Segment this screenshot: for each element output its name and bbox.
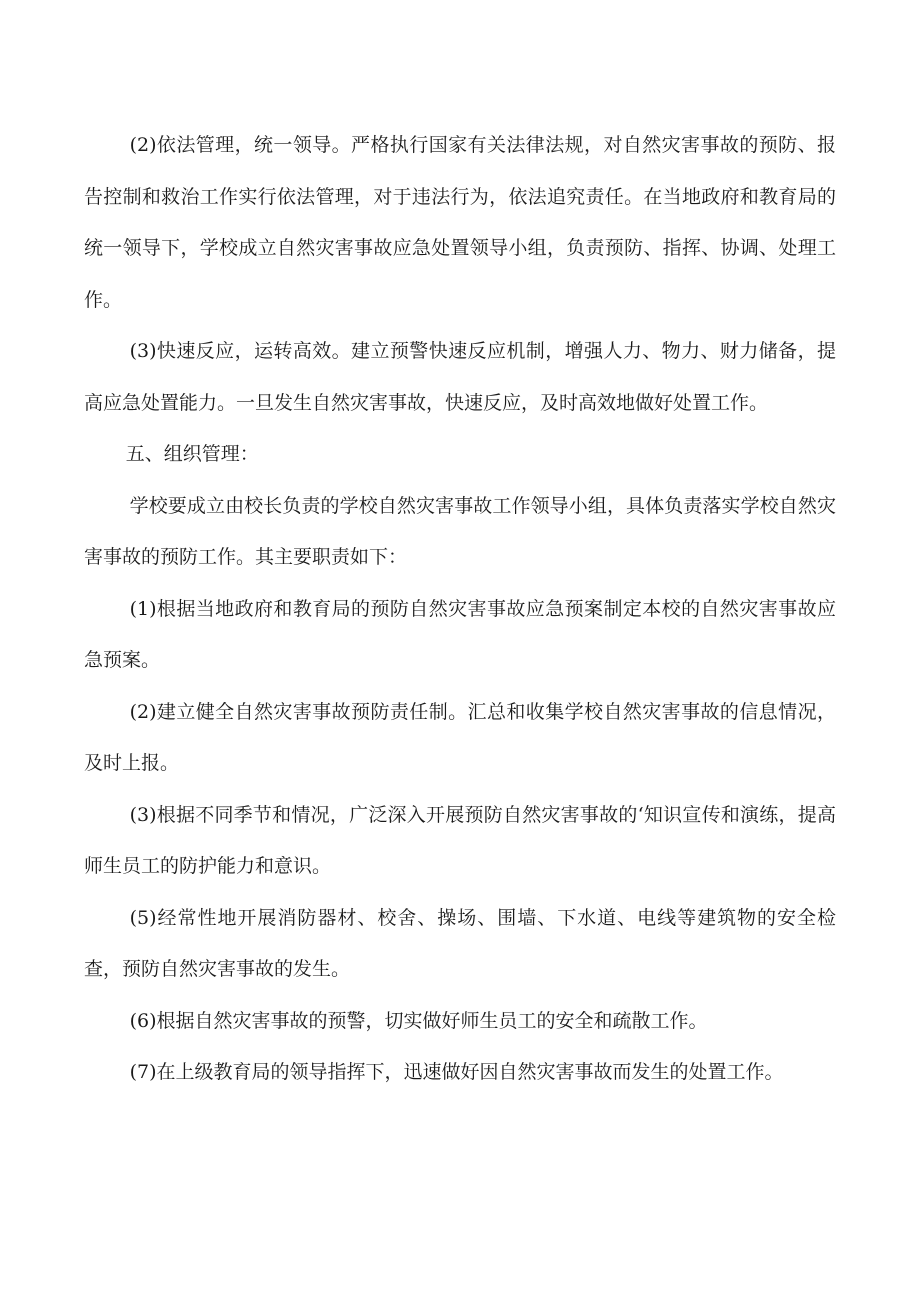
document-body [84, 120, 836, 1099]
paragraph-organization-intro: 学校要成立由校长负责的学校自然灾害事故工作领导小组，具体负责落实学校自然灾害事故的预防工作。其主要职责如下： [84, 494, 836, 568]
paragraph-duty-2: (2)建立健全自然灾害事故预防责任制。汇总和收集学校自然灾害事故的信息情况，及时上报。 [84, 700, 836, 774]
paragraph-duty-6: (6)根据自然灾害事故的预警，切实做好师生员工的安全和疏散工作。 [129, 1009, 708, 1032]
paragraph-duty-7: (7)在上级教育局的领导指挥下，迅速做好因自然灾害事故而发生的处置工作。 [129, 1061, 784, 1083]
paragraph-duty-5: (5)经常性地开展消防器材、校舍、操场、围墙、下水道、电线等建筑物的安全检查，预防自然灾害事故的发生。 [84, 906, 836, 980]
section-heading-organization: 五、组织管理： [125, 443, 259, 465]
paragraph-principle-3: (3)快速反应，运转高效。建立预警快速反应机制，增强人力、物力、财力储备，提高应急处置能力。一旦发生自然灾害事故，快速反应，及时高效地做好处置工作。 [84, 340, 836, 414]
paragraph-duty-3: (3)根据不同季节和情况，广泛深入开展预防自然灾害事故的‘知识宣传和演练，提高师生员工的防护能力和意识。 [84, 803, 836, 877]
paragraph-principle-2: (2)依法管理，统一领导。严格执行国家有关法律法规，对自然灾害事故的预防、报告控制和救治工作实行依法管理，对于违法行为，依法追究责任。在当地政府和教育局的统一领导下，学校成立自然灾害事故应急处置领导小组，负责预防、指挥、协调、处理工作。 [84, 134, 836, 311]
paragraph-duty-1: (1)根据当地政府和教育局的预防自然灾害事故应急预案制定本校的自然灾害事故应急预案。 [84, 597, 836, 671]
